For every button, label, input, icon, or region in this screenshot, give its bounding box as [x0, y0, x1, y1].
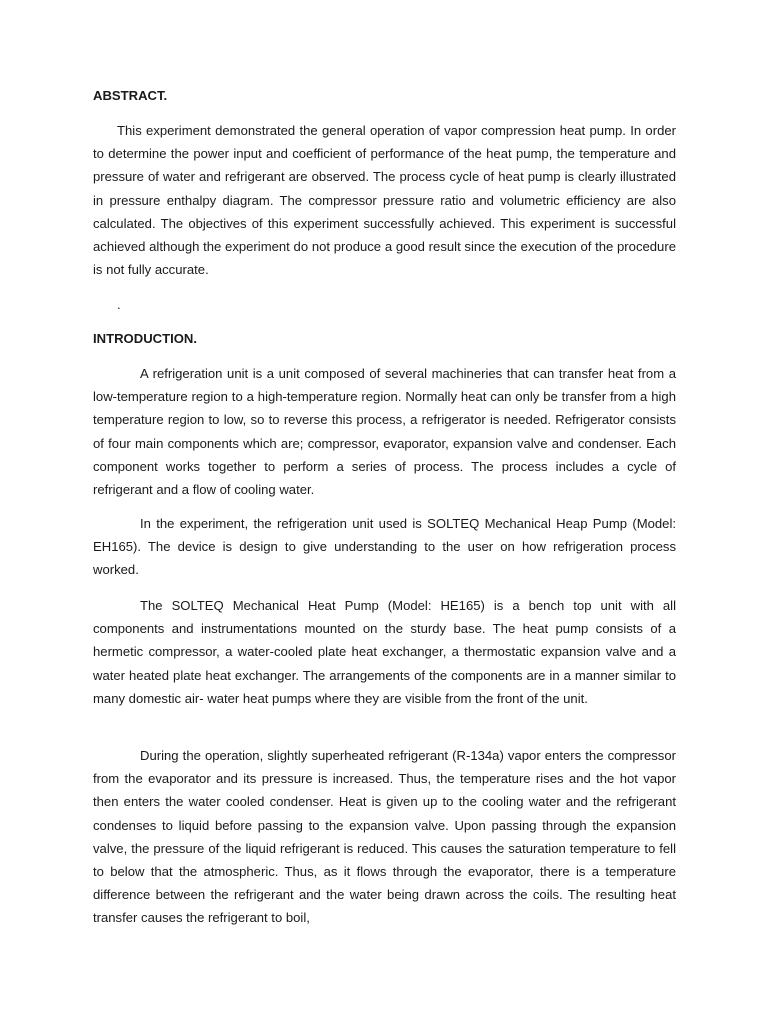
abstract-heading: ABSTRACT. — [93, 88, 168, 103]
intro-paragraph-3: The SOLTEQ Mechanical Heat Pump (Model: HE165) is a bench top unit with all components and instrumentations mounted on the sturdy base. The heat pump consists of a hermetic compressor, a water-cooled plate heat exchanger, a thermostatic expansion valve and a water heated plate heat exchanger. The arrangements of the components are in a manner similar to many domestic air- water heat pumps where they are visible from the front of the unit. — [93, 598, 676, 706]
intro-paragraph-4: During the operation, slightly superheated refrigerant (R-134a) vapor enters the compressor from the evaporator and its pressure is increased. Thus, the temperature rises and the hot vapor then enters the water cooled condenser. Heat is given up to the cooling water and the refrigerant condenses to liquid before passing to the expansion valve. Upon passing through the expansion valve, the pressure of the liquid refrigerant is reduced. This causes the saturation temperature to fell to below that the atmospheric. Thus, as it flows through the evaporator, there is a temperature difference between the refrigerant and the water being drawn across the coils. The resulting heat transfer causes the refrigerant to boil, — [93, 748, 676, 926]
stray-period: . — [117, 297, 121, 312]
intro-paragraph-2: In the experiment, the refrigeration unit used is SOLTEQ Mechanical Heap Pump (Model: EH165). The device is design to give understanding to the user on how refrigeration process worked. — [93, 516, 676, 578]
document-page — [93, 0, 676, 1024]
introduction-heading: INTRODUCTION. — [93, 331, 198, 346]
abstract-paragraph: This experiment demonstrated the general operation of vapor compression heat pump. In order to determine the power input and coefficient of performance of the heat pump, the temperature and pressure of water and refrigerant are observed. The process cycle of heat pump is clearly illustrated in pressure enthalpy diagram. The compressor pressure ratio and volumetric efficiency are also calculated. The objectives of this experiment successfully achieved. This experiment is successful achieved although the experiment do not produce a good result since the execution of the procedure is not fully accurate. — [93, 123, 676, 278]
intro-paragraph-1: A refrigeration unit is a unit composed of several machineries that can transfer heat from a low-temperature region to a high-temperature region. Normally heat can only be transfer from a high temperature region to low, so to reverse this process, a refrigerator is needed. Refrigerator consists of four main components which are; compressor, evaporator, expansion valve and condenser. Each component works together to perform a series of process. The process includes a cycle of refrigerant and a flow of cooling water. — [93, 366, 676, 498]
